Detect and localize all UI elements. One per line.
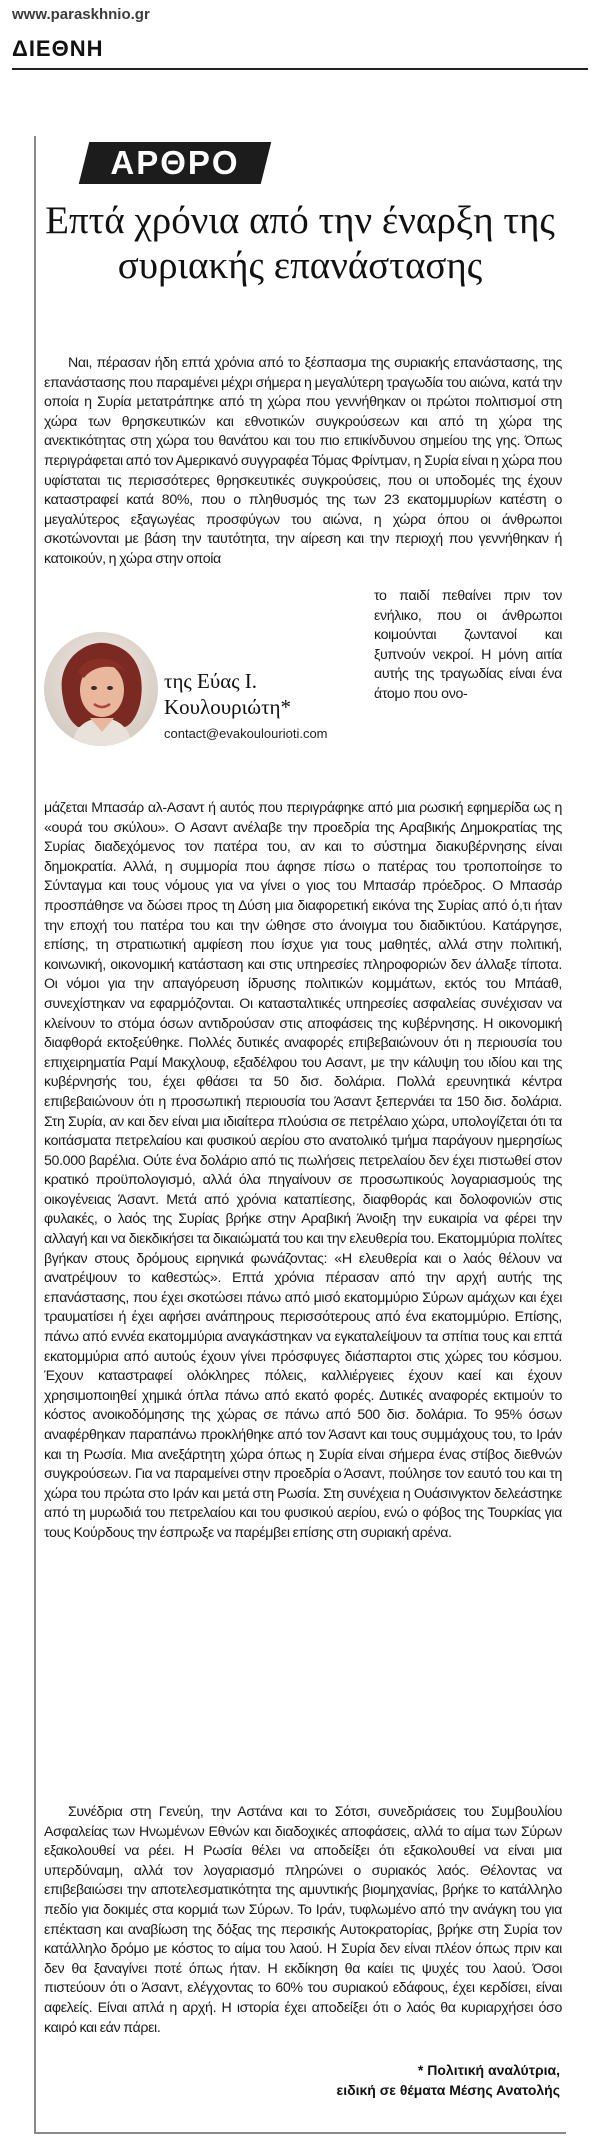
article-badge — [79, 142, 271, 184]
author-photo — [44, 632, 158, 746]
author-footnote — [337, 2060, 560, 2100]
footnote-line: ειδική σε θέματα Μέσης Ανατολής — [336, 2082, 560, 2098]
footnote-line: * Πολιτική αναλύτρια, — [417, 2062, 560, 2078]
author-email[interactable]: contact@evakoulourioti.com — [164, 726, 328, 741]
article-paragraph-wrap: το παιδί πεθαίνει πριν τον ενήλικο, που οι άνθρωποι κοιμούνται ζωντανοί και ξυπνούν νεκροί. Η μόνη αιτία αυτής της τραγωδίας είναι ένα άτομο που ονο- — [374, 588, 562, 702]
section-label: ΔΙΕΘΝΗ — [12, 36, 104, 61]
author-name: της Εύας Ι. Κουλουριώτη* — [164, 669, 292, 719]
section-divider — [12, 68, 588, 70]
article-paragraph: Ναι, πέρασαν ήδη επτά χρόνια από το ξέσπασμα της συριακής επανάστασης, της επανάστασης που παραμένει μέχρι σήμερα η μεγαλύτερη τραγωδία του αιώνα, κατά την οποία η Συρία μετατράπηκε από τη χώρα που γεννήθηκαν οι πρώτοι πολιτισμοί στη χώρα των θρησκευτικών και εθνοτικών συγκρούσεων και από τη χώρα της ανεκτικότητας στη χώρα του θανάτου και του πιο επικίνδυνου σημείου της γης. Όπως περιγράφεται από τον Αμερικανό συγγραφέα Τόμας Φρίντμαν, η Συρία είναι η χώρα που υφίσταται τις περισσότερες θρησκευτικές συγκρούσεις, που οι υποδομές της έχουν καταστραφεί κατά 80%, που ο πληθυσμός της των 23 εκατομμυρίων κατέστη ο μεγαλύτερος εξαγωγέας προσφύγων του αιώνα, η χώρα όπου οι άνθρωποι σκοτώνονται με βάση την ταυτότητα, την αίρεση και την περιοχή που γεννήθηκαν ή κατοικούν, η χώρα στην οποία — [44, 355, 562, 567]
site-url[interactable]: www.paraskhnio.gr — [12, 6, 150, 23]
article-title: Επτά χρόνια από την έναρξη της συριακής επανάστασης — [45, 199, 555, 287]
article-badge-label: ΑΡΘΡΟ — [110, 144, 240, 181]
article-paragraph: Συνέδρια στη Γενεύη, την Αστάνα και το Σότσι, συνεδριάσεις του Συμβουλίου Ασφαλείας των Ηνωμένων Εθνών και διαδοχικές αποφάσεις, αλλά το αίμα των Σύρων εξακολουθεί να ρέει. Η Ρωσία θέλει να αποδείξει ότι εξακολουθεί να είναι μια υπερδύναμη, αλλά τον λογαριασμό πληρώνει ο συριακός λαός. Θέλοντας να επιβεβαιώσει την αποτελεσματικότητα της αμυντικής βιομηχανίας, βρήκε το κατάλληλο πεδίο για δοκιμές στα κορμιά των Σύρων. Το Ιράν, τυφλωμένο από την ανάγκη του για επέκταση και αναβίωση της δόξας της περσικής Αυτοκρατορίας, βρήκε στη Συρία τον κατάλληλο δρόμο με κόστος το αίμα του λαού. Η Συρία δεν είναι πλέον όπως πριν και δεν θα ξαναγίνει ποτέ όπως ήταν. Η εκδίκηση θα καίει τις ψυχές του λαού. Όσοι πιστεύουν ότι ο Άσαντ, ελέγχοντας το 60% του συριακού εδάφους, έχει κερδίσει, είναι αφελείς. Είναι απλά η αρχή. Η ιστορία έχει αποδείξει ότι ο λαός θα κυριαρχήσει όσο καιρό και εάν πάρει. — [44, 1804, 562, 2036]
article-paragraph: μάζεται Μπασάρ αλ-Ασαντ ή αυτός που περιγράφηκε από μια ρωσική εφημερίδα ως η «ουρά του σκύλου». Ο Ασαντ ανέλαβε την προεδρία της Αραβικής Δημοκρατίας της Συρίας διαδεχόμενος τον πατέρα του, αν και το σύστημα διακυβέρνησης είναι δημοκρατία. Αλλά, η συμμορία που άφησε πίσω ο πατέρας του τροποποίησε το Σύνταγμα και τους νόμους για να γίνει ο γιος του Μπασάρ πρόεδρος. Ο Μπασάρ προσπάθησε να δώσει προς τη Δύση μια διαφορετική εικόνα της Συρίας από ό,τι ήταν την εποχή του πατέρα του και την ώθησε στο άνοιγμα του διαδικτύου. Κατάργησε, επίσης, τη στρατιωτική αμφίεση που ίσχυε για τους μαθητές, αλλά στην πολιτική, κοινωνική, οικονομική κατάσταση και στις υπηρεσίες πληροφοριών δεν άλλαξε τίποτα. Οι νόμοι για την απαγόρευση ίδρυσης πολιτικών κομμάτων, εκτός του Μπάαθ, συνεχίστηκαν να εφαρμόζονται. Οι κατασταλτικές υπηρεσίες ασφαλείας συνέχισαν να κλείνουν το στόμα όσων αντιδρούσαν στις αποφάσεις της κυβέρνησης. Η οικονομική διαφθορά εκτοξεύθηκε. Πολλές δυτικές αναφορές επιβεβαιώνουν ότι η περιουσία του επιχειρηματία Ραμί Μακχλουφ, εξαδέλφου του Ασαντ, με την κάλυψη του ιδίου και της κυβέρνησής του, έχει φθάσει τα 50 δισ. δολάρια. Πολλά ερευνητικά κέντρα επιβεβαιώνουν ότι η προσωπική περιουσία του Άσαντ ξεπερνάει τα 150 δισ. δολάρια. Στη Συρία, αν και δεν είναι μια ιδιαίτερα πλούσια σε πετρέλαιο χώρα, υπολογίζεται ότι τα κοιτάσματα πετρελαίου και φυσικού αερίου στο ανατολικό τμήμα παράγουν ημερησίως 50.000 βαρέλια. Ούτε ένα δολάριο από τις πωλήσεις πετρελαίου δεν έχει πιστωθεί στον κρατικό προϋπολογισμό, αλλά όλα πηγαίνουν σε προσωπικούς λογαριασμούς της οικογένειας Άσαντ. Μετά από χρόνια καταπίεσης, διαφθοράς και δολοφονιών στις φυλακές, ο λαός της Συρίας βρήκε στην Αραβική Άνοιξη την ευκαιρία να φέρει την αλλαγή και να διεκδικήσει τα δικαιώματά του και την ελευθερία του. Εκατομμύρια πολίτες βγήκαν στους δρόμους ειρηνικά φωνάζοντας: «Η ελευθερία και ο λαός θέλουν να ανατρέψουν το καθεστώς». Επτά χρόνια πέρασαν από την αρχή αυτής της επανάστασης, που έχει σκοτώσει πάνω από μισό εκατομμύριο Σύρων αμάχων και έχει τραυματίσει ή έχει αφήσει ανάπηρους περισσότερους από ένα εκατομμύριο. Επίσης, πάνω από εννέα εκατομμύρια αναγκάστηκαν να εγκαταλείψουν τα σπίτια τους και επτά εκατομμύρια από αυτούς έχουν γίνει πρόσφυγες διάσπαρτοι στις χώρες του κόσμου. Έχουν καταστραφεί ολόκληρες πόλεις, καλλιέργειες έχουν καεί και έχουν χρησιμοποιηθεί χημικά όπλα πάνω από εκατό φορές. Δυτικές αναφορές εκτιμούν το κόστος ανοικοδόμησης της χώρας σε πάνω από 500 δισ. δολάρια. Το 95% όσων αναφέρθηκαν παραπάνω προκλήθηκε από τον Άσαντ και τους συμμάχους του, το Ιράν και τη Ρωσία. Μια ανεξάρτητη χώρα όπως η Συρία είναι σήμερα ένας στίβος διεθνών συγκρούσεων. Για να παραμείνει στην προεδρία ο Άσαντ, πούλησε τον εαυτό του και τη χώρα του πρώτα στο Ιράν και μετά στη Ρωσία. Στη συνέχεια η Ουάσινγκτον δελεάστηκε από τη μυρωδιά του πετρελαίου και του φυσικού αερίου, ενώ ο φόβος της Τουρκίας για τους Κούρδους την έσπρωξε να παρέμβει επίσης στη συριακή αρένα. — [44, 800, 562, 1541]
